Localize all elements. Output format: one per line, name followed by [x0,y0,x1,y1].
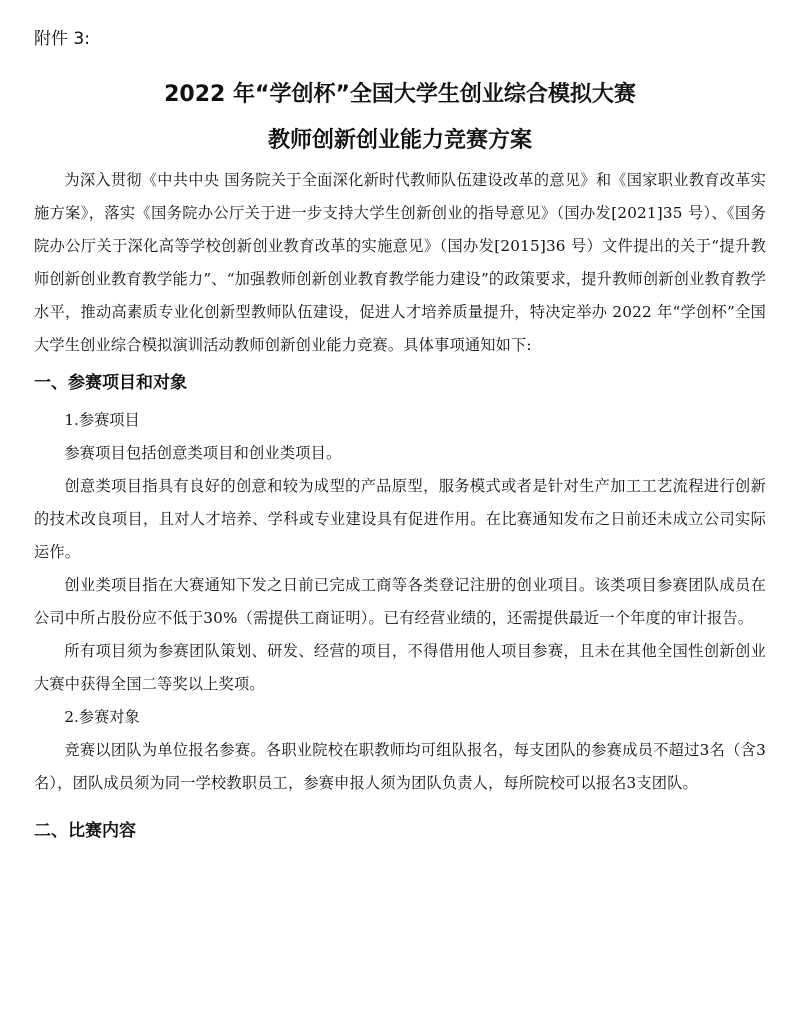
paragraph-startup-projects: 创业类项目指在大赛通知下发之日前已完成工商等各类登记注册的创业项目。该类项目参赛团队成员在公司中所占股份应不低于30%（需提供工商证明）。已有经营业绩的，还需提供最近一个年度的审计报告。 [34,576,766,627]
paragraph-project-rules: 所有项目须为参赛团队策划、研发、经营的项目，不得借用他人项目参赛，且未在其他全国性创新创业大赛中获得全国二等奖以上奖项。 [34,642,766,693]
paragraph-participants: 竞赛以团队为单位报名参赛。各职业院校在职教师均可组队报名，每支团队的参赛成员不超过3名（含3名），团队成员须为同一学校教职员工，参赛申报人须为团队负责人，每所院校可以报名3支团队。 [34,741,766,792]
paragraph-creative-projects: 创意类项目指具有良好的创意和较为成型的产品原型，服务模式或者是针对生产加工工艺流程进行创新的技术改良项目，且对人才培养、学科或专业建设具有促进作用。在比赛通知发布之日前还未成立公司实际运作。 [34,477,766,561]
section-heading-2: 二、比赛内容 [34,821,136,841]
intro-paragraph: 为深入贯彻《中共中央 国务院关于全面深化新时代教师队伍建设改革的意见》和《国家职业教育改革实施方案》，落实《国务院办公厅关于进一步支持大学生创新创业的指导意见》（国办发[2021]35 号）、《国务院办公厅关于深化高等学校创新创业教育改革的实施意见》（国办发[2015]36 号）文件提出的关于“提升教师创新创业教育教学能力”、“加强教师创新创业教育教学能力建设”的政策要求，提升教师创新创业教育教学水平，推动高素质专业化创新型教师队伍建设，促进人才培养质量提升，特决定举办 2022 年“学创杯”全国大学生创业综合模拟演训活动教师创新创业能力竞赛。具体事项通知如下: [34,171,766,354]
document-title-line1: 2022 年“学创杯”全国大学生创业综合模拟大赛 [164,82,636,107]
section-heading-1: 一、参赛项目和对象 [34,373,187,393]
paragraph-projects-overview: 参赛项目包括创意类项目和创业类项目。 [64,444,342,462]
subsection-heading-participants: 2.参赛对象 [64,708,140,726]
document-title-line2: 教师创新创业能力竞赛方案 [267,128,532,153]
subsection-heading-projects: 1.参赛项目 [64,411,140,429]
attachment-label: 附件 3: [34,29,90,49]
